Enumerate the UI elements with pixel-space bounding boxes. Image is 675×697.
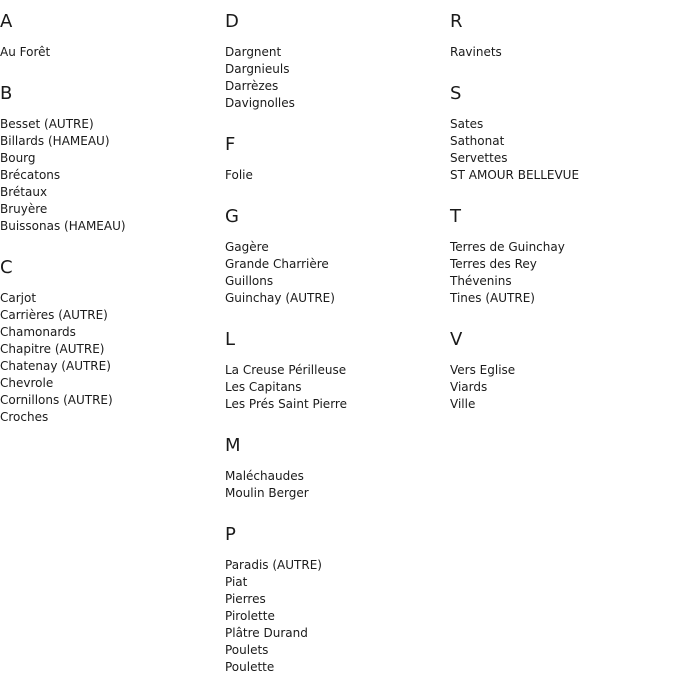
letter-group [225,205,450,307]
place-link[interactable]: Tines (AUTRE) [450,291,535,305]
place-link[interactable]: Carjot [0,291,37,305]
letter-heading: G [225,206,239,227]
index-column [225,10,450,697]
place-link[interactable]: Chevrole [0,376,54,390]
place-link[interactable]: Poulette [225,660,275,674]
place-link[interactable]: Plâtre Durand [225,626,308,640]
place-link[interactable]: Au Forêt [0,45,51,59]
place-link[interactable]: Guinchay (AUTRE) [225,291,335,305]
place-link[interactable]: Carrières (AUTRE) [0,308,108,322]
place-link[interactable]: Terres de Guinchay [450,240,565,254]
letter-group [225,10,450,112]
place-link[interactable]: Sathonat [450,134,505,148]
place-link[interactable]: Dargnieuls [225,62,290,76]
place-list [225,557,450,676]
letter-group [225,328,450,413]
place-link[interactable]: Ville [450,397,476,411]
place-list [450,362,675,413]
place-list [0,290,225,426]
letter-heading: F [225,134,236,155]
place-link[interactable]: Besset (AUTRE) [0,117,94,131]
place-link[interactable]: Paradis (AUTRE) [225,558,322,572]
letter-heading: T [450,206,461,227]
place-link[interactable]: Grande Charrière [225,257,329,271]
letter-heading: S [450,83,462,104]
place-link[interactable]: Poulets [225,643,269,657]
letter-heading: C [0,257,13,278]
place-link[interactable]: Pirolette [225,609,275,623]
place-link[interactable]: Billards (HAMEAU) [0,134,110,148]
letter-group [225,434,450,502]
letter-group [450,205,675,307]
place-link[interactable]: Servettes [450,151,508,165]
letter-heading: L [225,329,236,350]
letter-heading: M [225,435,241,456]
place-link[interactable]: La Creuse Périlleuse [225,363,347,377]
place-list [0,116,225,235]
letter-group [450,82,675,184]
place-list [450,44,675,61]
place-link[interactable]: Davignolles [225,96,295,110]
place-link[interactable]: Sates [450,117,484,131]
place-link[interactable]: Terres des Rey [450,257,537,271]
place-link[interactable]: Folie [225,168,253,182]
place-link[interactable]: Viards [450,380,488,394]
place-list [450,239,675,307]
place-link[interactable]: Chamonards [0,325,76,339]
place-link[interactable]: Buissonas (HAMEAU) [0,219,126,233]
place-link[interactable]: Chapitre (AUTRE) [0,342,105,356]
place-link[interactable]: Bruyère [0,202,48,216]
place-list [225,468,450,502]
place-link[interactable]: Moulin Berger [225,486,309,500]
place-link[interactable]: Brétaux [0,185,48,199]
letter-heading: A [0,11,13,32]
place-link[interactable]: Pierres [225,592,266,606]
letter-group [0,256,225,426]
place-list [225,167,450,184]
place-link[interactable]: Brécatons [0,168,61,182]
place-link[interactable]: Ravinets [450,45,502,59]
place-link[interactable]: ST AMOUR BELLEVUE [450,168,580,182]
letter-heading: P [225,524,236,545]
letter-group [0,10,225,61]
letter-heading: V [450,329,463,350]
letter-heading: B [0,83,13,104]
place-link[interactable]: Maléchaudes [225,469,304,483]
letter-group [225,133,450,184]
letter-group [0,82,225,235]
place-link[interactable]: Gagère [225,240,269,254]
index-column [450,10,675,434]
place-link[interactable]: Les Capitans [225,380,302,394]
place-link[interactable]: Vers Eglise [450,363,516,377]
letter-group [225,523,450,676]
place-link[interactable]: Cornillons (AUTRE) [0,393,113,407]
place-link[interactable]: Dargnent [225,45,282,59]
place-link[interactable]: Thévenins [450,274,512,288]
place-link[interactable]: Les Prés Saint Pierre [225,397,347,411]
letter-group [450,10,675,61]
letter-heading: R [450,11,463,32]
letter-group [450,328,675,413]
letter-heading: D [225,11,239,32]
place-link[interactable]: Croches [0,410,49,424]
place-link[interactable]: Darrèzes [225,79,279,93]
index-column [0,10,225,447]
place-list [225,239,450,307]
place-link[interactable]: Piat [225,575,248,589]
place-link[interactable]: Chatenay (AUTRE) [0,359,111,373]
place-link[interactable]: Guillons [225,274,274,288]
place-list [225,44,450,112]
place-link[interactable]: Bourg [0,151,36,165]
place-list [0,44,225,61]
place-list [225,362,450,413]
place-list [450,116,675,184]
